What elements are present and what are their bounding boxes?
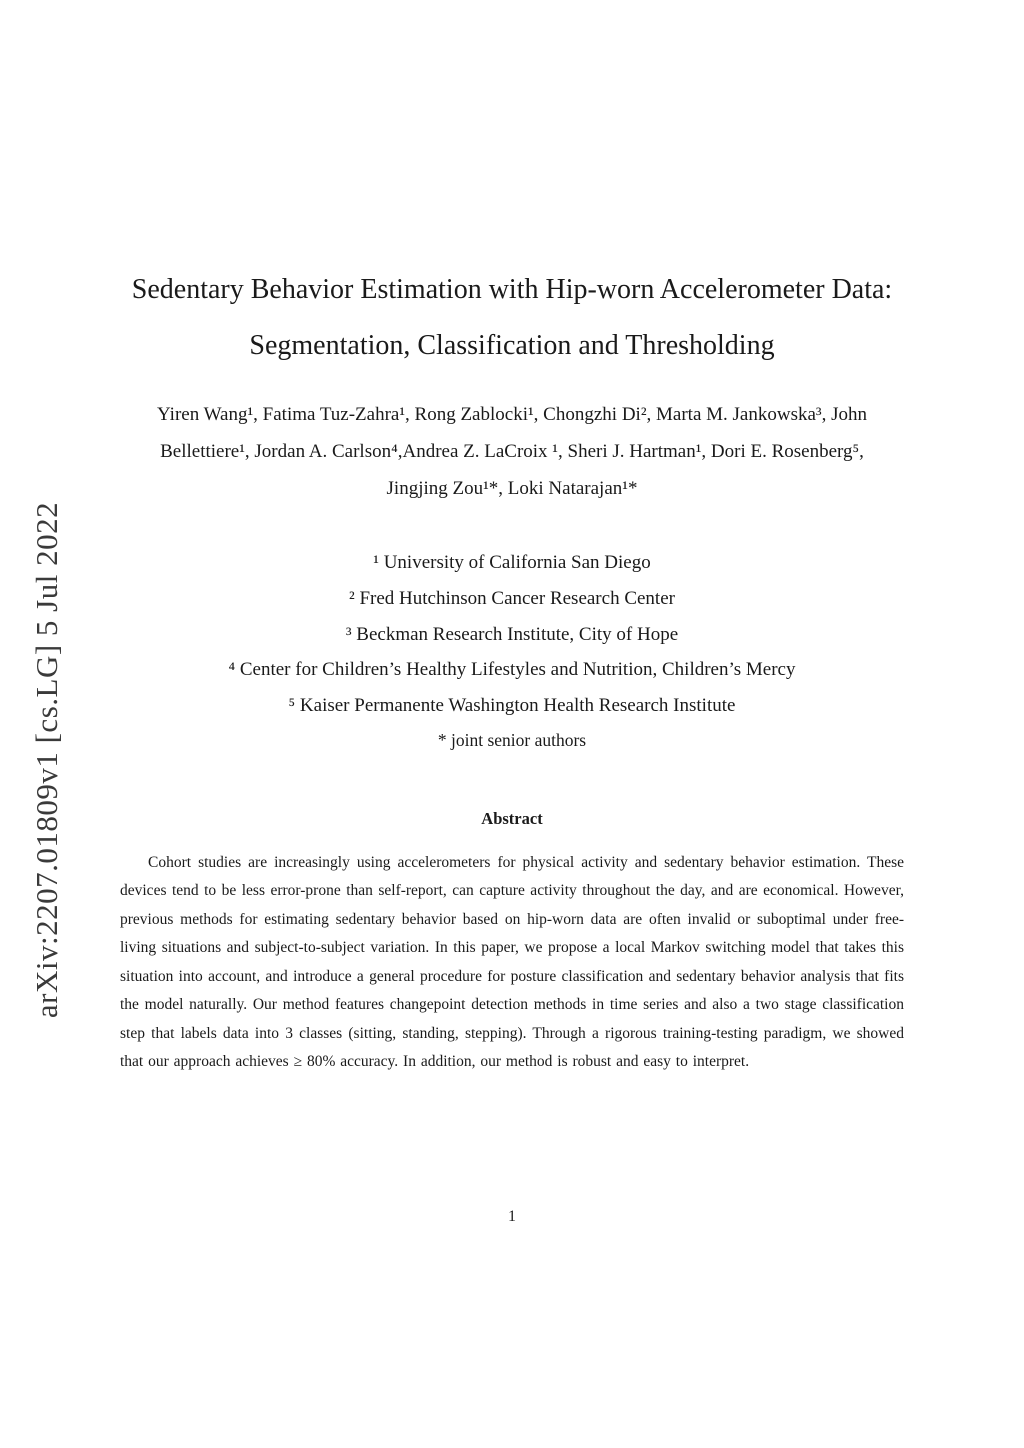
affiliation-fred-hutchinson: ² Fred Hutchinson Cancer Research Center — [349, 587, 675, 609]
affiliation-beckman: ³ Beckman Research Institute, City of Hope — [345, 623, 679, 645]
affiliation-list — [120, 545, 904, 756]
abstract-heading: Abstract — [481, 808, 543, 828]
affiliation-ucsd: ¹ University of California San Diego — [373, 552, 651, 574]
affiliation-childrens-mercy: ⁴ Center for Children’s Healthy Lifestyles and Nutrition, Children’s Mercy — [228, 659, 796, 681]
arxiv-watermark: arXiv:2207.01809v1 [cs.LG] 5 Jul 2022 — [29, 501, 64, 1019]
author-list — [120, 396, 904, 507]
author-line-3: Jingjing Zou¹*, Loki Natarajan¹* — [386, 478, 638, 500]
author-line-1: Yiren Wang¹, Fatima Tuz-Zahra¹, Rong Zablocki¹, Chongzhi Di², Marta M. Jankowska³, John — [157, 404, 867, 425]
page-number: 1 — [508, 1208, 516, 1225]
title-line-1: Sedentary Behavior Estimation with Hip-worn Accelerometer Data: — [131, 274, 893, 305]
paper-content — [120, 0, 904, 1077]
affiliation-kaiser: ⁵ Kaiser Permanente Washington Health Research Institute — [288, 695, 736, 717]
title-line-2: Segmentation, Classification and Thresholding — [249, 330, 775, 361]
author-line-2: Bellettiere¹, Jordan A. Carlson⁴,Andrea Z. LaCroix ¹, Sheri J. Hartman¹, Dori E. Rosenberg⁵, — [160, 441, 864, 463]
paper-title — [120, 262, 904, 374]
abstract-text: Cohort studies are increasingly using accelerometers for physical activity and sedentary behavior estimation. These devices tend to be less error-prone than self-report, can capture activity throughout the day, and are economical. However, previous methods for estimating sedentary behavior based on hip-worn data are often invalid or suboptimal under free-living situations and subject-to-subject variation. In this paper, we propose a local Markov switching model that takes this situation into account, and introduce a general procedure for posture classification and sedentary behavior analysis that fits the model naturally. Our method features changepoint detection methods in time series and also a two stage classification step that labels data into 3 classes (sitting, standing, stepping). Through a rigorous training-testing paradigm, we showed that our approach achieves ≥ 80% accuracy. In addition, our method is robust and easy to interpret. — [120, 853, 904, 1071]
joint-senior-authors-note: * joint senior authors — [437, 729, 587, 750]
